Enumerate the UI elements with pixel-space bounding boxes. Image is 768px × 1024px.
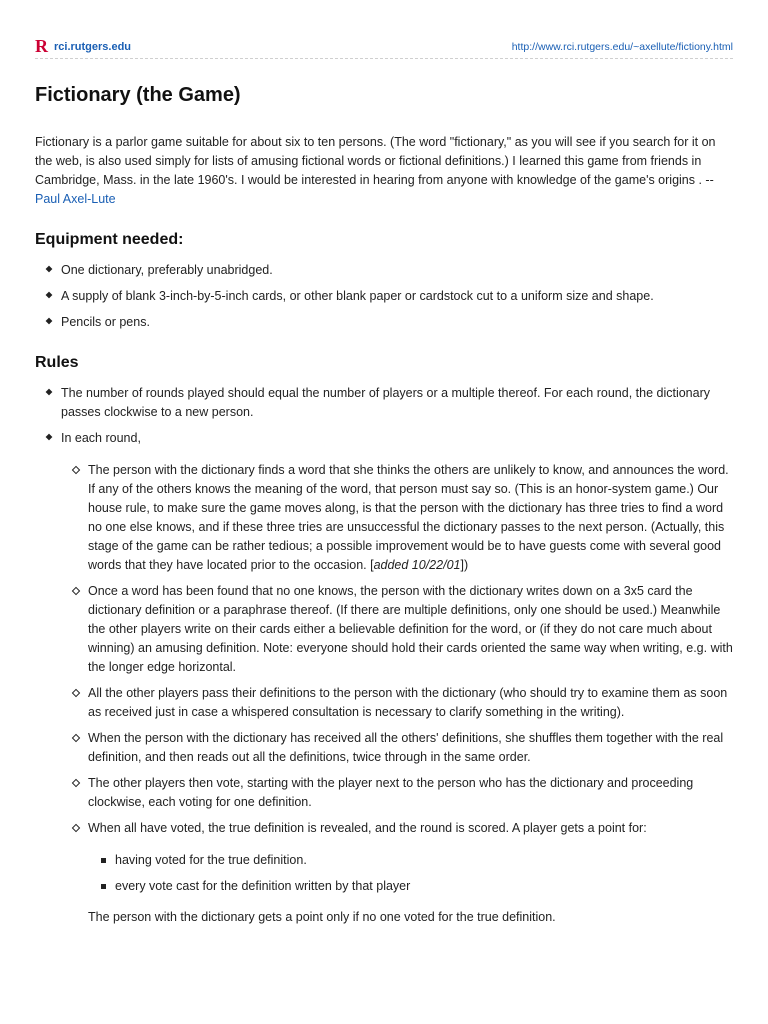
rutgers-logo-icon: R bbox=[35, 36, 48, 56]
list-item-text: All the other players pass their definitions to the person with the dictionary (who should try to examine them as soon as received just in case a whispered consultation is necessary to clarify something in the writing). bbox=[88, 686, 728, 719]
diamond-bullet-icon bbox=[46, 266, 53, 273]
equipment-list bbox=[35, 261, 733, 332]
list-item bbox=[61, 684, 733, 722]
hollow-diamond-bullet-icon bbox=[72, 466, 80, 474]
page-url[interactable]: http://www.rci.rutgers.edu/~axellute/fictiony.html bbox=[511, 41, 733, 53]
site-domain[interactable]: rci.rutgers.edu bbox=[54, 41, 132, 53]
list-item bbox=[88, 851, 733, 870]
list-item-text: A supply of blank 3-inch-by-5-inch cards, or other blank paper or cardstock cut to a uniform size and shape. bbox=[61, 289, 654, 303]
list-item bbox=[35, 429, 733, 927]
list-item-text: every vote cast for the definition written by that player bbox=[115, 879, 411, 893]
round-steps-list bbox=[61, 461, 733, 927]
main-content bbox=[35, 84, 733, 934]
page-title: Fictionary (the Game) bbox=[35, 84, 241, 106]
square-bullet-icon bbox=[101, 858, 106, 863]
list-item-text: Pencils or pens. bbox=[61, 315, 150, 329]
list-item bbox=[88, 877, 733, 896]
list-item bbox=[35, 313, 733, 332]
diamond-bullet-icon bbox=[46, 389, 53, 396]
diamond-bullet-icon bbox=[46, 434, 53, 441]
list-item-text: The number of rounds played should equal the number of players or a multiple thereof. For each round, the dictionary passes clockwise to a new person. bbox=[61, 386, 710, 419]
list-item-text-end: ]) bbox=[460, 558, 469, 572]
list-item-text: When the person with the dictionary has received all the others' definitions, she shuffles them together with the real definition, and then reads out all the definitions, twice through in the same order. bbox=[88, 731, 724, 764]
list-item bbox=[61, 729, 733, 767]
added-date-note: added 10/22/01 bbox=[373, 558, 461, 572]
diamond-bullet-icon bbox=[46, 292, 53, 299]
author-link[interactable]: Paul Axel-Lute bbox=[35, 192, 116, 206]
list-item bbox=[61, 819, 733, 927]
list-item bbox=[61, 461, 733, 575]
rules-heading: Rules bbox=[35, 354, 79, 371]
intro-paragraph bbox=[35, 133, 733, 209]
equipment-heading: Equipment needed: bbox=[35, 231, 184, 248]
hollow-diamond-bullet-icon bbox=[72, 734, 80, 742]
rules-list bbox=[35, 384, 733, 927]
list-item bbox=[35, 261, 733, 280]
list-item-text: When all have voted, the true definition is revealed, and the round is scored. A player gets a point for: bbox=[88, 821, 647, 835]
list-item-text: In each round, bbox=[61, 431, 141, 445]
diamond-bullet-icon bbox=[46, 318, 53, 325]
site-header bbox=[35, 36, 733, 59]
list-item-text: having voted for the true definition. bbox=[115, 853, 307, 867]
hollow-diamond-bullet-icon bbox=[72, 689, 80, 697]
hollow-diamond-bullet-icon bbox=[72, 587, 80, 595]
list-item-text: Once a word has been found that no one knows, the person with the dictionary writes down on a 3x5 card the dictionary definition or a paraphrase thereof. (If there are multiple definitions, only one should be used.) Meanwhile the other players write on their cards either a believable definition for the word, or (if they do not care much about winning) an amusing definition. Note: everyone should hold their cards oriented the same way when writing, e.g. with the longer edge horizontal. bbox=[88, 584, 733, 674]
square-bullet-icon bbox=[101, 884, 106, 889]
list-item-text: The person with the dictionary finds a word that she thinks the others are unlikely to know, and announces the word. If any of the others knows the meaning of the word, that person must say so. (This is an honor-system game.) Our house rule, to make sure the game moves along, is that the person with the dictionary has three tries to find a word no one else knows, and if these three tries are unsuccessful the dictionary passes to the next person. (Actually, this stage of the game can be rather tedious; a possible improvement would be to have guests come with several good words that they have located prior to the occasion. [ bbox=[88, 463, 729, 572]
list-item bbox=[35, 384, 733, 422]
list-item-text: The other players then vote, starting with the player next to the person who has the dictionary and proceeding clockwise, each voting for one definition. bbox=[88, 776, 694, 809]
list-item bbox=[35, 287, 733, 306]
scoring-points-list bbox=[88, 851, 733, 896]
intro-text: Fictionary is a parlor game suitable for about six to ten persons. (The word "fictionary," as you will see if you search for it on the web, is also used simply for lists of amusing fictional words or fictional definitions.) I learned this game from friends in Cambridge, Mass. in the late 1960's. I would be interested in hearing from anyone with knowledge of the game's origins . -- bbox=[35, 135, 716, 187]
list-item bbox=[61, 582, 733, 677]
site-brand[interactable] bbox=[35, 36, 132, 56]
dictionary-holder-scoring-note: The person with the dictionary gets a point only if no one voted for the true definition. bbox=[88, 910, 556, 924]
hollow-diamond-bullet-icon bbox=[72, 824, 80, 832]
list-item-text: One dictionary, preferably unabridged. bbox=[61, 263, 273, 277]
hollow-diamond-bullet-icon bbox=[72, 779, 80, 787]
list-item bbox=[61, 774, 733, 812]
